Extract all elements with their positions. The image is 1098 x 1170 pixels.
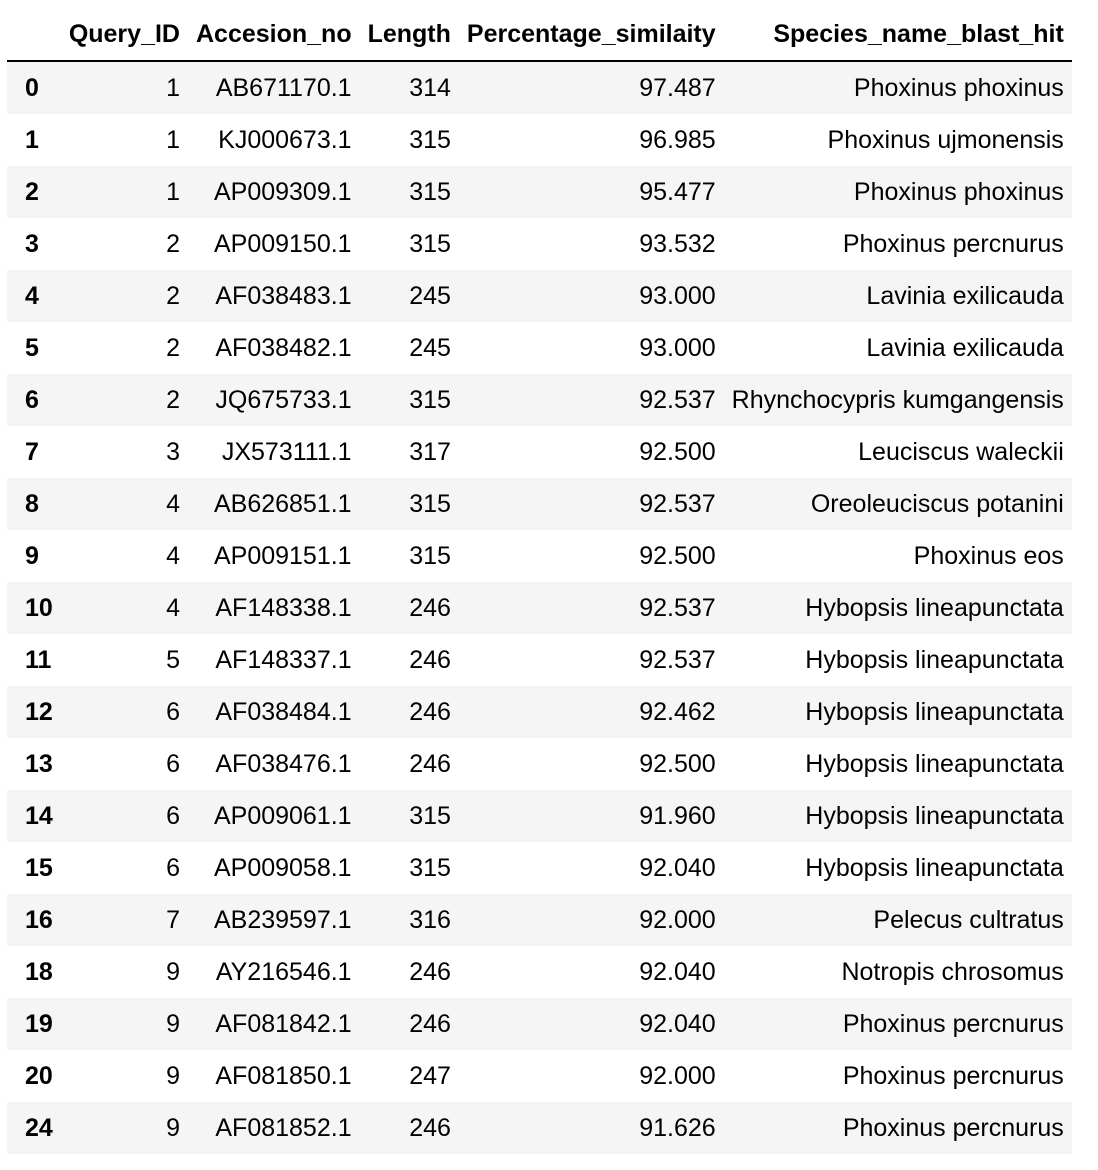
cell-accession-no: AF081852.1 <box>215 1114 352 1142</box>
cell-accession-no: AF148338.1 <box>215 594 352 622</box>
cell-accession-no: AF038482.1 <box>215 334 352 362</box>
row-index: 20 <box>25 1062 53 1090</box>
row-index: 13 <box>25 750 53 778</box>
cell-percentage-similarity: 93.000 <box>639 282 716 310</box>
table-row <box>7 738 1072 790</box>
cell-percentage-similarity: 91.626 <box>639 1114 716 1142</box>
cell-accession-no: AP009150.1 <box>213 230 352 258</box>
cell-species-name: Hybopsis lineapunctata <box>805 802 1064 830</box>
cell-length: 314 <box>409 74 451 102</box>
cell-length: 245 <box>409 334 451 362</box>
row-index: 18 <box>25 958 53 986</box>
cell-species-name: Hybopsis lineapunctata <box>805 646 1064 674</box>
row-index: 10 <box>25 594 53 622</box>
cell-percentage-similarity: 92.000 <box>639 1062 716 1090</box>
row-index: 9 <box>25 542 39 570</box>
row-index: 24 <box>25 1114 53 1142</box>
cell-query-id: 6 <box>166 698 180 726</box>
cell-length: 315 <box>409 802 451 830</box>
cell-length: 315 <box>409 542 451 570</box>
cell-species-name: Hybopsis lineapunctata <box>805 698 1064 726</box>
table-row <box>7 218 1072 270</box>
cell-species-name: Oreoleuciscus potanini <box>810 490 1064 518</box>
cell-species-name: Notropis chrosomus <box>841 958 1064 986</box>
cell-species-name: Pelecus cultratus <box>873 906 1064 934</box>
column-header-species-name: Species_name_blast_hit <box>724 8 1072 61</box>
cell-species-name: Phoxinus percnurus <box>842 230 1064 258</box>
cell-accession-no: AF038484.1 <box>215 698 352 726</box>
row-index: 0 <box>25 74 39 102</box>
cell-percentage-similarity: 92.462 <box>639 698 716 726</box>
cell-accession-no: AF148337.1 <box>215 646 352 674</box>
cell-percentage-similarity: 92.537 <box>639 594 716 622</box>
cell-accession-no: JQ675733.1 <box>215 386 352 414</box>
cell-percentage-similarity: 92.537 <box>639 490 716 518</box>
row-index: 3 <box>25 230 39 258</box>
cell-percentage-similarity: 95.477 <box>639 178 716 206</box>
cell-species-name: Hybopsis lineapunctata <box>805 594 1064 622</box>
cell-length: 315 <box>409 178 451 206</box>
index-column-header <box>7 8 61 61</box>
cell-species-name: Hybopsis lineapunctata <box>805 750 1064 778</box>
row-index: 8 <box>25 490 39 518</box>
cell-species-name: Phoxinus phoxinus <box>853 178 1064 206</box>
cell-species-name: Leuciscus waleckii <box>858 438 1064 466</box>
cell-length: 246 <box>409 646 451 674</box>
cell-percentage-similarity: 92.537 <box>639 646 716 674</box>
cell-query-id: 4 <box>166 594 180 622</box>
cell-percentage-similarity: 93.000 <box>639 334 716 362</box>
cell-species-name: Phoxinus percnurus <box>842 1010 1064 1038</box>
table-row <box>7 634 1072 686</box>
cell-length: 246 <box>409 594 451 622</box>
table-row <box>7 530 1072 582</box>
cell-length: 245 <box>409 282 451 310</box>
row-index: 4 <box>25 282 39 310</box>
table-row <box>7 998 1072 1050</box>
cell-query-id: 1 <box>166 178 180 206</box>
cell-species-name: Phoxinus percnurus <box>842 1062 1064 1090</box>
cell-accession-no: AY216546.1 <box>215 958 352 986</box>
column-header-percentage-similarity: Percentage_similaity <box>459 8 724 61</box>
cell-percentage-similarity: 92.500 <box>639 542 716 570</box>
table-row <box>7 322 1072 374</box>
cell-query-id: 2 <box>166 282 180 310</box>
cell-query-id: 3 <box>166 438 180 466</box>
cell-accession-no: JX573111.1 <box>221 438 352 466</box>
table-row <box>7 582 1072 634</box>
cell-percentage-similarity: 92.040 <box>639 958 716 986</box>
cell-length: 315 <box>409 386 451 414</box>
cell-length: 246 <box>409 750 451 778</box>
column-header-accession-no: Accesion_no <box>188 8 360 61</box>
cell-percentage-similarity: 97.487 <box>639 74 716 102</box>
table-header <box>7 8 1072 61</box>
cell-percentage-similarity: 92.537 <box>639 386 716 414</box>
cell-species-name: Lavinia exilicauda <box>866 282 1064 310</box>
cell-query-id: 6 <box>166 750 180 778</box>
cell-species-name: Rhynchocypris kumgangensis <box>731 386 1064 414</box>
cell-query-id: 6 <box>166 802 180 830</box>
cell-query-id: 9 <box>166 958 180 986</box>
cell-accession-no: AB239597.1 <box>213 906 352 934</box>
row-index: 7 <box>25 438 39 466</box>
cell-length: 246 <box>409 1114 451 1142</box>
cell-query-id: 9 <box>166 1062 180 1090</box>
cell-length: 246 <box>409 698 451 726</box>
column-header-query-id: Query_ID <box>61 8 188 61</box>
header-row <box>7 8 1072 61</box>
table-row <box>7 686 1072 738</box>
table-body <box>7 61 1072 1154</box>
cell-length: 315 <box>409 854 451 882</box>
row-index: 5 <box>25 334 39 362</box>
row-index: 11 <box>25 646 52 674</box>
cell-percentage-similarity: 92.500 <box>639 750 716 778</box>
cell-query-id: 4 <box>166 490 180 518</box>
cell-accession-no: AF038476.1 <box>215 750 352 778</box>
row-index: 15 <box>25 854 53 882</box>
cell-length: 246 <box>409 958 451 986</box>
row-index: 12 <box>25 698 53 726</box>
table-row <box>7 270 1072 322</box>
cell-accession-no: AP009058.1 <box>213 854 352 882</box>
table-row <box>7 166 1072 218</box>
cell-species-name: Phoxinus phoxinus <box>853 74 1064 102</box>
cell-percentage-similarity: 92.040 <box>639 854 716 882</box>
table-row <box>7 114 1072 166</box>
cell-query-id: 1 <box>166 126 180 154</box>
row-index: 6 <box>25 386 39 414</box>
cell-query-id: 2 <box>166 334 180 362</box>
row-index: 19 <box>25 1010 53 1038</box>
cell-query-id: 5 <box>166 646 180 674</box>
cell-percentage-similarity: 91.960 <box>639 802 716 830</box>
table-row <box>7 1102 1072 1154</box>
cell-species-name: Phoxinus ujmonensis <box>827 126 1064 154</box>
cell-accession-no: AB671170.1 <box>215 74 352 102</box>
cell-accession-no: AB626851.1 <box>213 490 352 518</box>
blast-results-table <box>7 8 1072 1154</box>
cell-species-name: Phoxinus percnurus <box>842 1114 1064 1142</box>
cell-accession-no: AF081842.1 <box>215 1010 352 1038</box>
cell-accession-no: AF081850.1 <box>215 1062 352 1090</box>
cell-query-id: 9 <box>166 1010 180 1038</box>
cell-accession-no: AP009061.1 <box>213 802 352 830</box>
cell-length: 315 <box>409 490 451 518</box>
table-row <box>7 842 1072 894</box>
cell-accession-no: AP009309.1 <box>213 178 352 206</box>
cell-query-id: 2 <box>166 230 180 258</box>
table-row <box>7 1050 1072 1102</box>
cell-percentage-similarity: 92.000 <box>639 906 716 934</box>
cell-percentage-similarity: 96.985 <box>639 126 716 154</box>
cell-length: 315 <box>409 126 451 154</box>
cell-percentage-similarity: 93.532 <box>639 230 716 258</box>
cell-length: 317 <box>409 438 451 466</box>
cell-query-id: 6 <box>166 854 180 882</box>
cell-query-id: 1 <box>166 74 180 102</box>
row-index: 14 <box>25 802 53 830</box>
cell-percentage-similarity: 92.500 <box>639 438 716 466</box>
cell-accession-no: AF038483.1 <box>215 282 352 310</box>
cell-length: 315 <box>409 230 451 258</box>
row-index: 1 <box>25 126 39 154</box>
cell-accession-no: KJ000673.1 <box>218 126 352 154</box>
table-row <box>7 478 1072 530</box>
column-header-length: Length <box>360 8 459 61</box>
cell-species-name: Lavinia exilicauda <box>866 334 1064 362</box>
table-row <box>7 894 1072 946</box>
cell-query-id: 2 <box>166 386 180 414</box>
table-row <box>7 946 1072 998</box>
cell-query-id: 7 <box>166 906 180 934</box>
row-index: 16 <box>25 906 53 934</box>
cell-length: 316 <box>409 906 451 934</box>
cell-percentage-similarity: 92.040 <box>639 1010 716 1038</box>
cell-length: 247 <box>409 1062 451 1090</box>
cell-query-id: 4 <box>166 542 180 570</box>
table-row <box>7 790 1072 842</box>
cell-species-name: Phoxinus eos <box>913 542 1064 570</box>
cell-length: 246 <box>409 1010 451 1038</box>
cell-species-name: Hybopsis lineapunctata <box>805 854 1064 882</box>
table-row <box>7 426 1072 478</box>
cell-query-id: 9 <box>166 1114 180 1142</box>
table-row <box>7 374 1072 426</box>
cell-accession-no: AP009151.1 <box>213 542 352 570</box>
table-row <box>7 61 1072 114</box>
row-index: 2 <box>25 178 39 206</box>
